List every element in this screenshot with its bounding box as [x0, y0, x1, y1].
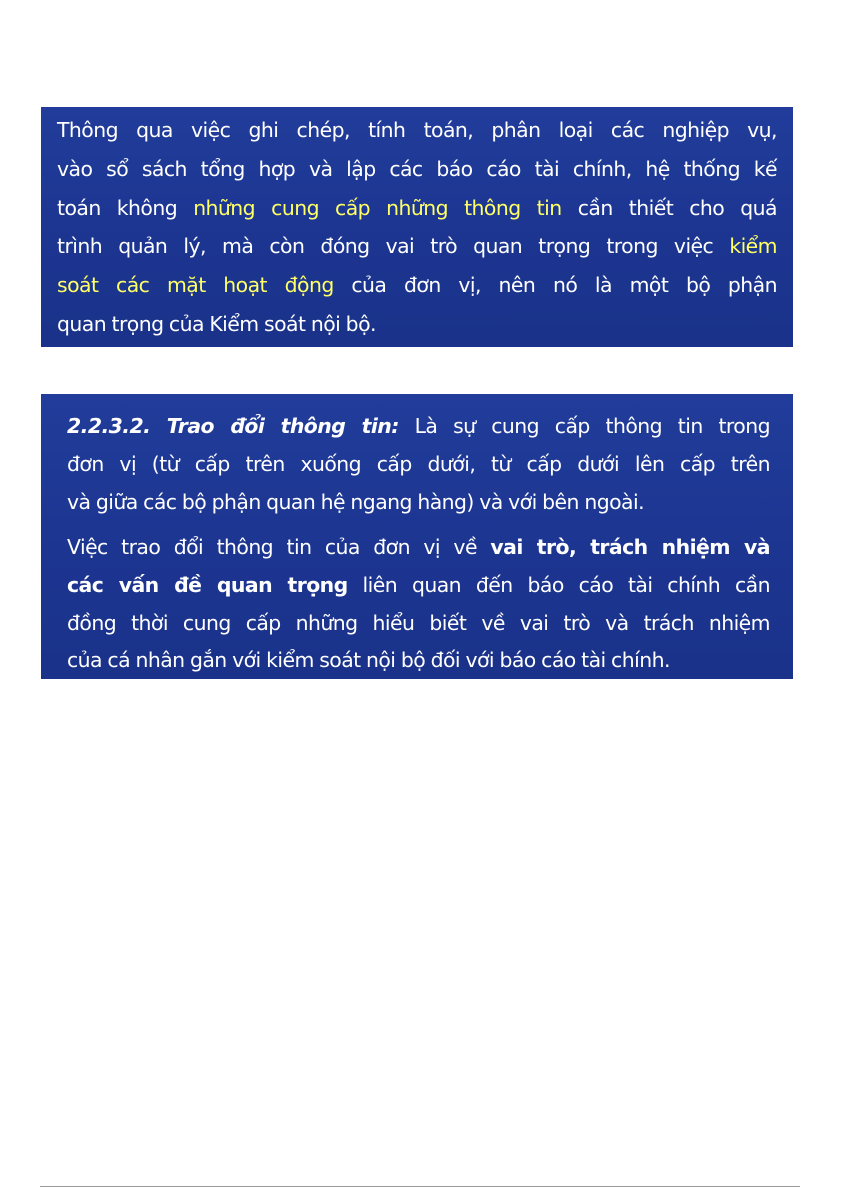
- slide-information-exchange: [41, 394, 793, 679]
- highlight-text: những cung cấp những thông tin: [193, 195, 562, 220]
- text-line: quan trọng của Kiểm soát nội bộ.: [57, 311, 376, 336]
- text-line: Thông qua việc ghi chép, tính toán, phân loại các nghiệp vụ,: [57, 118, 777, 142]
- info-exchange-definition: [67, 408, 770, 522]
- accounting-role-paragraph: [57, 111, 777, 344]
- text-line: đơn vị (từ cấp trên xuống cấp dưới, từ cấp dưới lên cấp trên: [67, 451, 770, 476]
- slide-internal-control-accounting: [41, 107, 793, 347]
- text-line: đồng thời cung cấp những hiểu biết về vai trò và trách nhiệm: [67, 610, 770, 635]
- highlight-text: soát các mặt hoạt động: [57, 273, 334, 298]
- text-line: 2.2.3.2. Trao đổi thông tin: Là sự cung cấp thông tin trong: [67, 414, 770, 438]
- highlight-text: kiểm: [729, 234, 777, 259]
- text-line: toán không những cung cấp những thông tin cần thiết cho quá: [57, 195, 777, 220]
- paragraph-gap: [67, 522, 770, 529]
- text-line: vào sổ sách tổng hợp và lập các báo cáo tài chính, hệ thống kế: [57, 156, 777, 181]
- text-line: và giữa các bộ phận quan hệ ngang hàng) và với bên ngoài.: [67, 489, 645, 514]
- bold-text: các vấn đề quan trọng: [67, 572, 348, 597]
- info-exchange-detail: [67, 529, 770, 681]
- text-line: trình quản lý, mà còn đóng vai trò quan trọng trong việc kiểm: [57, 234, 777, 259]
- text-line: soát các mặt hoạt động của đơn vị, nên nó là một bộ phận: [57, 273, 777, 298]
- text-line: của cá nhân gắn với kiểm soát nội bộ đối với báo cáo tài chính.: [67, 648, 670, 673]
- section-heading: 2.2.3.2. Trao đổi thông tin:: [67, 414, 399, 438]
- bold-text: vai trò, trách nhiệm và: [490, 534, 770, 559]
- text-line: các vấn đề quan trọng liên quan đến báo cáo tài chính cần: [67, 572, 770, 597]
- text-line: Việc trao đổi thông tin của đơn vị về vai trò, trách nhiệm và: [67, 534, 770, 559]
- footer-rule: [40, 1186, 800, 1187]
